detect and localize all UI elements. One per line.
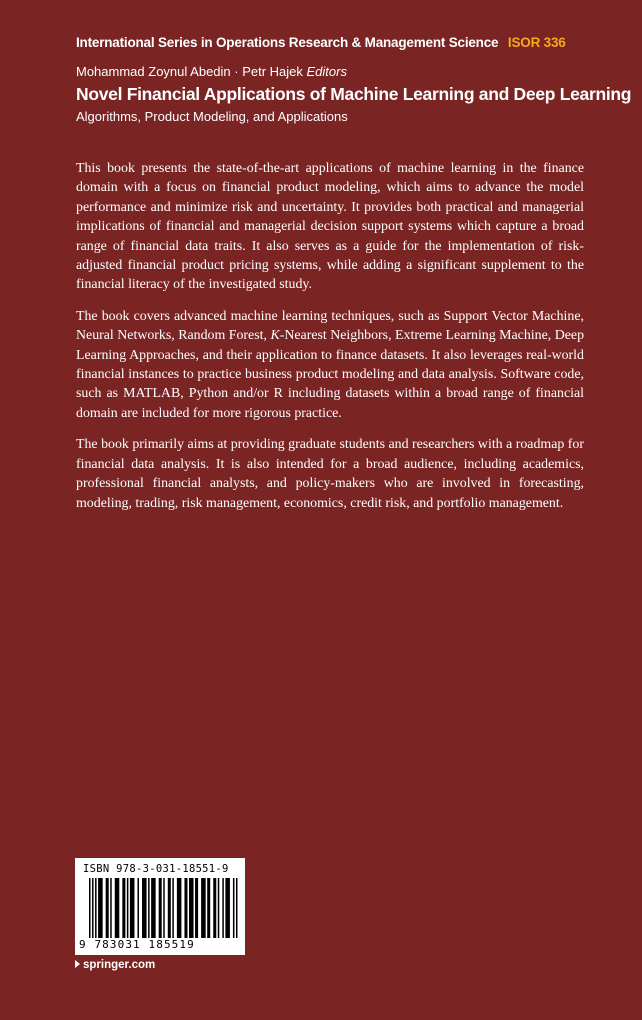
description: [76, 159, 584, 525]
barcode-bar: [98, 878, 103, 938]
paragraph-2-part-1: The book covers advanced machine learning techniques, such as Support Vector Machine, Neural Networks, Random Forest,: [76, 308, 584, 344]
barcode-bar: [106, 878, 109, 938]
barcode-bar: [222, 878, 224, 938]
series-name: International Series in Operations Research & Management Science: [76, 35, 499, 50]
paragraph-2-part-2: -Nearest Neighbors, Extreme Learning Machine, Deep Learning Approaches, and their application to finance datasets. It also leverages real-world financial instances to practice business product modeling and data analysis. Software code, such as MATLAB, Python and/or R including datasets within a broad range of financial domain are included for more rigorous practice.: [76, 328, 585, 421]
barcode-bar: [207, 878, 210, 938]
isbn-label: ISBN 978-3-031-18551-9: [83, 863, 229, 875]
barcode-bar: [163, 878, 165, 938]
barcode-digits: 9 783031 185519: [79, 938, 195, 951]
description-paragraph-1: This book presents the state-of-the-art applications of machine learning in the finance domain with a focus on financial product modeling, which aims to advance the model performance and minimize risk and uncertainty. It provides both practical and managerial implications of financial and managerial decision support systems which capture a broad range of financial data traits. It also serves as a guide for the implementation of risk-adjusted financial product pricing systems, while adding a significant supplement to the financial literacy of the investigated study.: [76, 161, 584, 293]
barcode-bar: [95, 878, 97, 938]
barcode-bar: [218, 878, 220, 938]
book-title: Novel Financial Applications of Machine Learning and Deep Learning: [76, 84, 632, 104]
publisher-link[interactable]: [75, 959, 155, 971]
barcode-bar: [159, 878, 162, 938]
barcode-bar: [130, 878, 135, 938]
description-paragraph-3: The book primarily aims at providing graduate students and researchers with a roadmap for financial data analysis. It is also intended for a broad audience, including academics, professional financial analysts, and policy-makers who are involved in forecasting, modeling, trading, risk management, economics, credit risk, and portfolio management.: [76, 437, 585, 511]
barcode-bar: [213, 878, 216, 938]
barcode-bar: [225, 878, 230, 938]
barcode-bar: [89, 878, 91, 938]
barcode-bars: [89, 878, 239, 938]
barcode-bar: [148, 878, 150, 938]
barcode-bar: [127, 878, 129, 938]
barcode-bar: [115, 878, 120, 938]
barcode-bar: [201, 878, 206, 938]
series-line: [76, 35, 566, 50]
barcode-bar: [195, 878, 198, 938]
arrow-right-icon: [75, 960, 80, 968]
barcode-bar: [168, 878, 171, 938]
barcode-bar: [110, 878, 112, 938]
barcode-bar: [177, 878, 182, 938]
barcode-bar: [122, 878, 125, 938]
barcode-bar: [92, 878, 94, 938]
editor-role: Editors: [306, 64, 347, 79]
barcode-bar: [142, 878, 147, 938]
series-number: ISOR 336: [507, 35, 566, 50]
editor-names: Mohammad Zoynul Abedin · Petr Hajek: [76, 64, 303, 79]
barcode-bar: [151, 878, 156, 938]
isbn-barcode: [75, 858, 245, 955]
barcode-bar: [137, 878, 139, 938]
barcode-bar: [236, 878, 238, 938]
editors-line: [76, 64, 347, 79]
barcode-bar: [233, 878, 235, 938]
publisher-url: springer.com: [83, 959, 156, 971]
description-paragraph-2: [76, 307, 584, 423]
barcode-bar: [172, 878, 174, 938]
barcode-bar: [184, 878, 187, 938]
book-subtitle: Algorithms, Product Modeling, and Applications: [76, 109, 348, 124]
paragraph-2-k: K: [270, 328, 280, 344]
barcode-bar: [189, 878, 194, 938]
